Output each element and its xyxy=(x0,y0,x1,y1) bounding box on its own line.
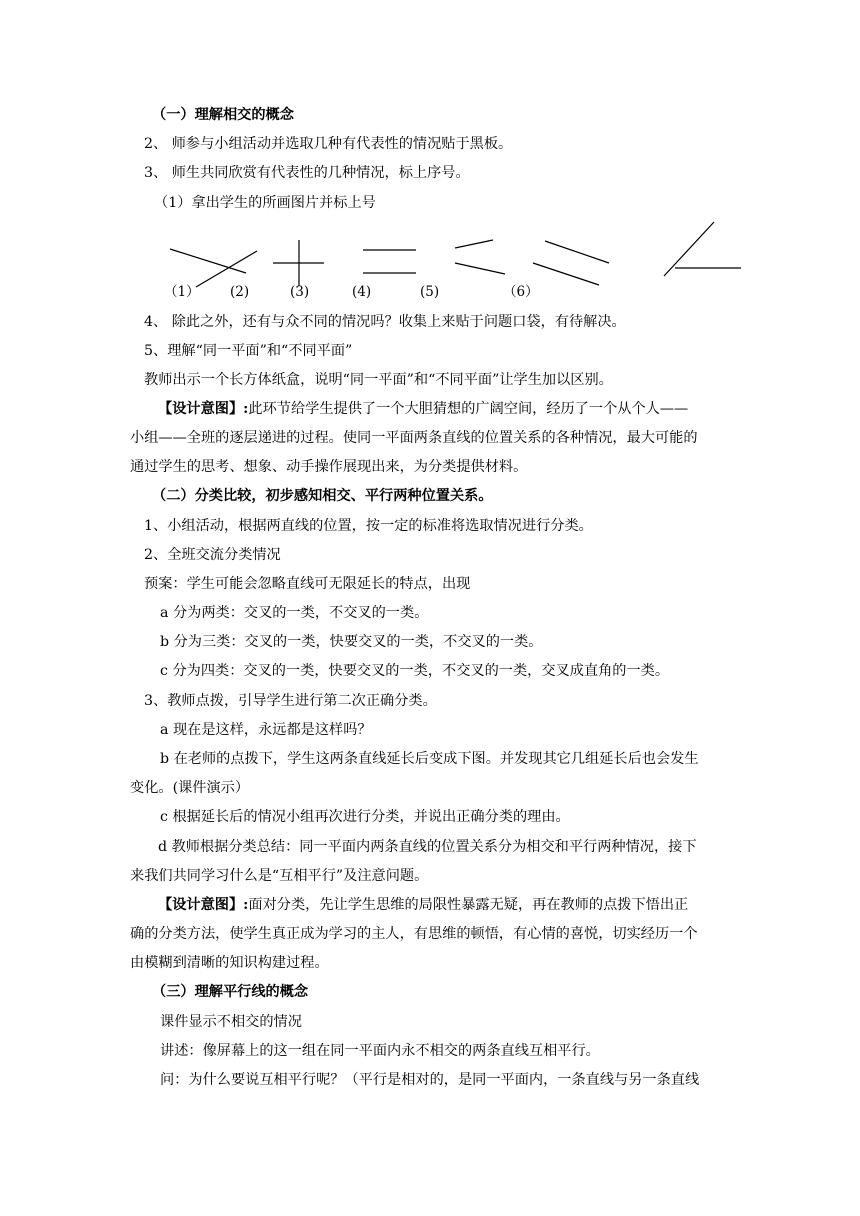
paragraph-line: b 在老师的点拨下，学生这两条直线延长后变成下图。并发现其它几组延长后也会发生 xyxy=(160,751,699,767)
fig4-line-bottom xyxy=(455,263,505,274)
figure-label-6: （6） xyxy=(503,284,539,300)
paragraph-line: c 分为四类：交叉的一类，快要交叉的一类，不交叉的一类，交叉成直角的一类。 xyxy=(160,663,670,679)
paragraph-line: 预案：学生可能会忽略直线可无限延长的特点，出现 xyxy=(144,576,471,592)
paragraph-line: 1、小组活动，根据两直线的位置，按一定的标准将选取情况进行分类。 xyxy=(144,518,593,534)
paragraph-line: b 分为三类：交叉的一类，快要交叉的一类，不交叉的一类。 xyxy=(160,634,543,650)
paragraph-line: 2、全班交流分类情况 xyxy=(144,547,281,563)
paragraph-line: 2、 师参与小组活动并选取几种有代表性的情况贴于黑板。 xyxy=(144,136,513,152)
section-heading-1: （一）理解相交的概念 xyxy=(152,107,294,123)
figure-label-4: (4) xyxy=(352,284,372,300)
paragraph-line: 5、理解“同一平面”和“不同平面” xyxy=(144,343,353,359)
paragraph-line: a 现在是这样，永远都是这样吗？ xyxy=(160,722,372,738)
fig4-line-top xyxy=(455,240,493,248)
section-heading-2: （二）分类比较，初步感知相交、平行两种位置关系。 xyxy=(152,488,493,504)
paragraph-line: 确的分类方法，使学生真正成为学习的主人，有思维的顿悟，有心情的喜悦，切实经历一个 xyxy=(130,926,698,942)
section-heading-3: （三）理解平行线的概念 xyxy=(152,984,309,1000)
figure-label-1: （1） xyxy=(164,284,200,300)
paragraph-line: 课件显示不相交的情况 xyxy=(160,1014,302,1030)
design-intent-label: 【设计意图】: xyxy=(158,897,249,913)
figure-label-3: (3) xyxy=(290,284,310,300)
design-intent-label: 【设计意图】: xyxy=(158,401,249,417)
paragraph-line: a 分为两类：交叉的一类，不交叉的一类。 xyxy=(160,605,429,621)
paragraph-line: 讲述：像屏幕上的这一组在同一平面内永不相交的两条直线互相平行。 xyxy=(160,1043,600,1059)
paragraph-line: （1）拿出学生的所画图片并标上号 xyxy=(154,195,376,211)
design-intent-text: 此环节给学生提供了一个大胆猜想的广阔空间，经历了一个从个人—— xyxy=(248,401,689,417)
paragraph-line: 4、 除此之外，还有与众不同的情况吗？收集上来贴于问题口袋，有待解决。 xyxy=(144,314,626,330)
paragraph-line: 通过学生的思考、想象、动手操作展现出来，为分类提供材料。 xyxy=(130,459,528,475)
figure-label-5: (5) xyxy=(420,284,440,300)
paragraph-line: 教师出示一个长方体纸盒，说明“同一平面”和“不同平面”让学生加以区别。 xyxy=(144,372,613,388)
fig5-line-top xyxy=(545,241,609,263)
paragraph-line: c 根据延长后的情况小组再次进行分类，并说出正确分类的理由。 xyxy=(160,809,570,825)
paragraph-line: d 教师根据分类总结：同一平面内两条直线的位置关系分为相交和平行两种情况，接下 xyxy=(158,839,697,855)
paragraph-line: 小组——全班的逐层递进的过程。使同一平面两条直线的位置关系的各种情况，最大可能的 xyxy=(130,430,698,446)
design-intent-text: 面对分类，先让学生思维的局限性暴露无疑，再在教师的点拨下悟出正 xyxy=(248,897,689,913)
paragraph-line: 问：为什么要说互相平行呢？（平行是相对的，是同一平面内，一条直线与另一条直线 xyxy=(160,1072,700,1088)
paragraph-line: 3、 师生共同欣赏有代表性的几种情况，标上序号。 xyxy=(144,165,470,181)
figure-label-2: (2) xyxy=(230,284,250,300)
paragraph-line: 来我们共同学习什么是“互相平行”及注意问题。 xyxy=(130,868,429,884)
fig1-line-b xyxy=(196,251,257,287)
design-intent-line xyxy=(158,895,688,915)
paragraph-line: 变化。(课件演示） xyxy=(130,780,250,796)
paragraph-line: 由模糊到清晰的知识构建过程。 xyxy=(130,955,329,971)
paragraph-line: 3、教师点拨，引导学生进行第二次正确分类。 xyxy=(144,693,437,709)
fig1-line-a xyxy=(170,249,246,273)
design-intent-line xyxy=(158,399,688,419)
fig5-line-bottom xyxy=(533,263,599,285)
